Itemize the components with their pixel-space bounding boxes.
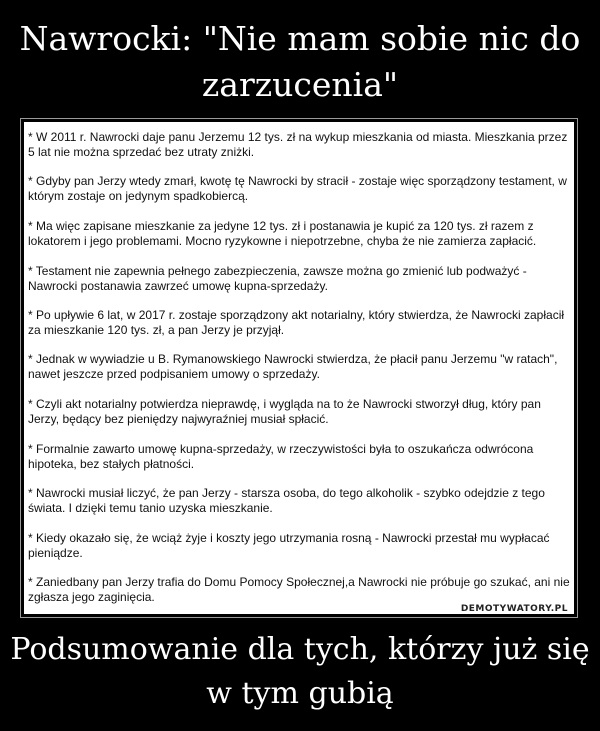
point-8: * Formalnie zawarto umowę kupna-sprzedaży, w rzeczywistości była to oszukańcza odwrócona hipoteka, bez stałych płatności. [28,442,534,471]
point-2: * Gdyby pan Jerzy wtedy zmarł, kwotę tę Nawrocki by stracił - zostaje więc sporządzony testament, w którym zostaje on jedynym spadkobiercą. [28,174,567,203]
point-1: * W 2011 r. Nawrocki daje panu Jerzemu 12 tys. zł na wykup mieszkania od miasta. Mieszkania przez 5 lat nie można sprzedać bez utraty zniżki. [28,130,568,159]
watermark: DEMOTYWATORY.PL [460,604,568,614]
point-9: * Nawrocki musiał liczyć, że pan Jerzy - starsza osoba, do tego alkoholik - szybko odejdzie z tego świata. I dzięki temu tanio uzyska mieszkanie. [28,486,545,515]
point-10: * Kiedy okazało się, że wciąż żyje i koszty jego utrzymania rosną - Nawrocki przestał mu wypłacać pieniądze. [28,531,550,560]
point-3: * Ma więc zapisane mieszkanie za jedyne 12 tys. zł i postanawia je kupić za 120 tys. zł razem z lokatorem i jego problemami. Mocno ryzykowne i niepotrzebne, chyba że nie zamierza zapłacić. [28,219,537,248]
meme-caption: Podsumowanie dla tych, którzy już się w tym gubią [10,632,590,711]
text-panel [24,122,574,614]
point-6: * Jednak w wywiadzie u B. Rymanowskiego Nawrocki stwierdza, że płacił panu Jerzemu "w ratach", nawet jeszcze przed podpisaniem umowy o sprzedaży. [28,352,558,381]
meme-title: Nawrocki: "Nie mam sobie nic do zarzucenia" [19,19,581,104]
point-7: * Czyli akt notarialny potwierdza nieprawdę, i wygląda na to że Nawrocki stworzył dług, który pan Jerzy, będący bez pieniędzy najwyraźniej musiał spłacić. [28,397,541,426]
point-11: * Zaniedbany pan Jerzy trafia do Domu Pomocy Społecznej,a Nawrocki nie próbuje go szukać, ani nie zgłasza jego zaginięcia. [28,575,570,604]
point-5: * Po upływie 6 lat, w 2017 r. zostaje sporządzony akt notarialny, który stwierdza, że Nawrocki zapłacił za mieszkanie 120 tys. zł, a pan Jerzy je przyjął. [28,308,565,337]
point-4: * Testament nie zapewnia pełnego zabezpieczenia, zawsze można go zmienić lub podważyć - Nawrocki postanawia zawrzeć umowę kupna-sprzedaży. [28,264,527,293]
